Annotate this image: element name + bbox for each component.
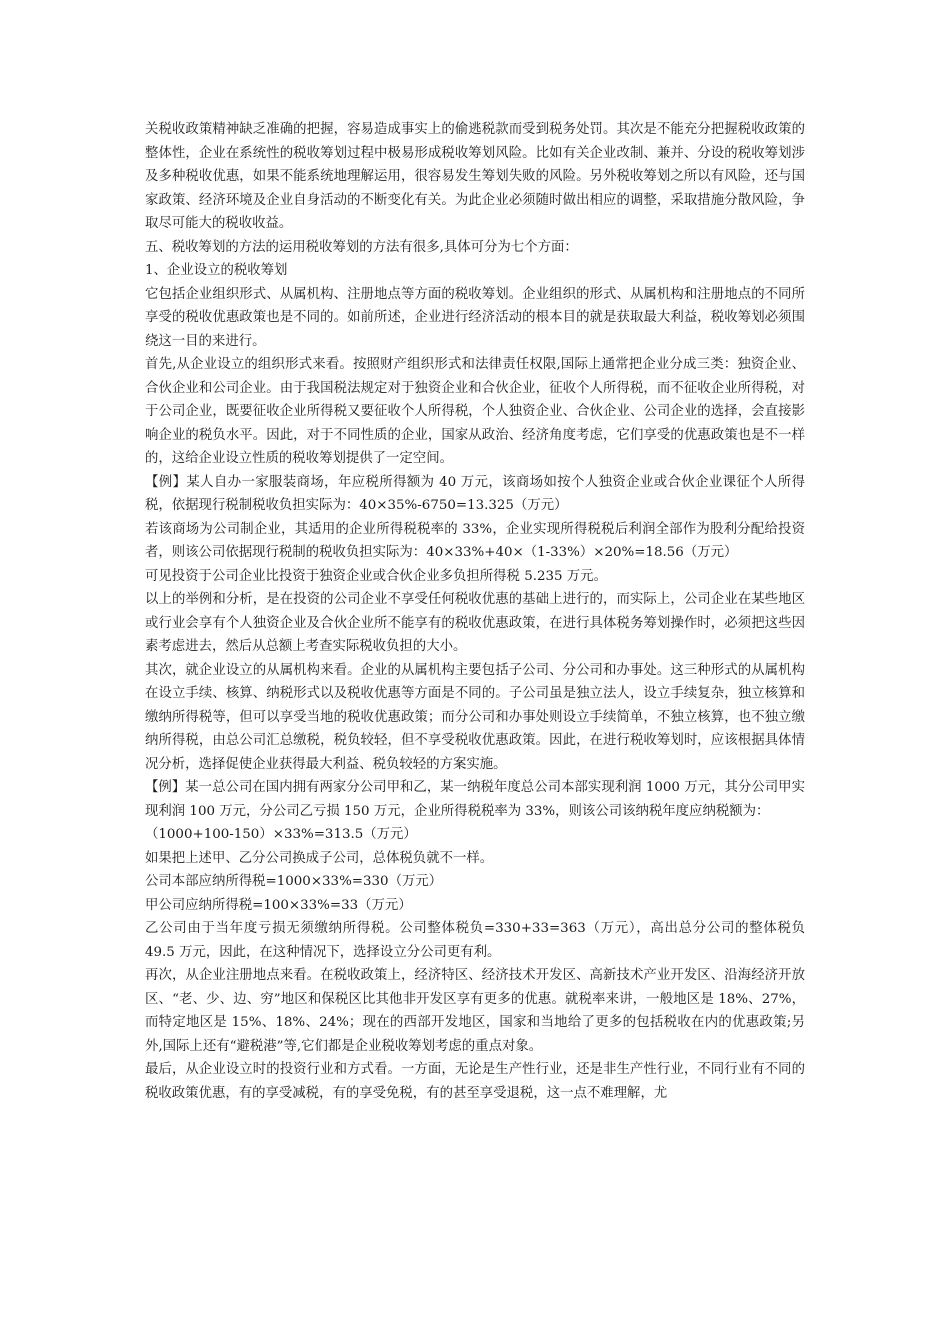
formula-branch-total: （1000+100-150）×33%=313.5（万元）	[145, 827, 417, 842]
formula-company-a-tax: 甲公司应纳所得税=100×33%=33（万元）	[145, 897, 412, 913]
paragraph-analysis-note: 以上的举例和分析，是在投资的公司企业不享受任何税收优惠的基础上进行的，而实际上，公司企业在某些地区或行业会享有个人独资企业及合伙企业所不能享有的税收优惠政策，在进行具体税务筹划操作时，必须把这些因素考虑进去，然后从总额上考查实际税收负担的大小。	[145, 592, 805, 654]
paragraph-example-clothing-store: 【例】某人自办一家服装商场，年应税所得额为 40 万元，该商场如按个人独资企业或合伙企业课征个人所得税，依据现行税制税收负担实际为：40×35%-6750=13.325（万元）	[145, 474, 805, 513]
formula-head-office-tax: 公司本部应纳所得税=1000×33%=330（万元）	[145, 874, 443, 889]
paragraph-investment-industry: 最后，从企业设立时的投资行业和方式看。一方面，无论是生产性行业，还是非生产性行业，不同行业有不同的税收政策优惠，有的享受减税，有的享受免税，有的甚至享受退税，这一点不难理解，尤	[145, 1062, 805, 1101]
document-page	[145, 118, 805, 1105]
paragraph-company-b-conclusion: 乙公司由于当年度亏损无须缴纳所得税。公司整体税负=330+33=363（万元），高出总分公司的整体税负 49.5 万元，因此，在这种情况下，选择设立分公司更有利。	[145, 921, 805, 960]
paragraph-tax-policy-risk: 关税收政策精神缺乏准确的把握，容易造成事实上的偷逃税款而受到税务处罚。其次是不能充分把握税收政策的整体性，企业在系统性的税收筹划过程中极易形成税收筹划风险。比如有关企业改制、兼并、分设的税收筹划涉及多种税收优惠，如果不能系统地理解运用，很容易发生筹划失败的风险。另外税收筹划之所以有风险，还与国家政策、经济环境及企业自身活动的不断变化有关。为此企业必须随时做出相应的调整，采取措施分散风险，争取尽可能大的税收收益。	[145, 122, 805, 231]
subsection-heading-enterprise-setup: 1、企业设立的税收筹划	[145, 263, 288, 278]
section-heading-methods: 五、税收筹划的方法的运用税收筹划的方法有很多,具体可分为七个方面：	[145, 239, 578, 255]
paragraph-registration-location: 再次，从企业注册地点来看。在税收政策上，经济特区、经济技术开发区、高新技术产业开发区、沿海经济开放区、“老、少、边、穷”地区和保税区比其他非开发区享有更多的优惠。就税率来讲，一般地区是 18%、27%，而特定地区是 15%、18%、24%；现在的西部开发地区，国家和当地给了更多的包括税收在内的优惠政策;另外,国际上还有“避税港”等,它们都是企业税收筹划考虑的重点对象。	[145, 968, 805, 1054]
paragraph-example-head-office: 【例】某一总公司在国内拥有两家分公司甲和乙，某一纳税年度总公司本部实现利润 1000 万元，其分公司甲实现利润 100 万元，分公司乙亏损 150 万元，企业所得税税率为 33%，则该公司该纳税年度应纳税额为：	[145, 780, 805, 819]
paragraph-subsidiary-branch: 其次，就企业设立的从属机构来看。企业的从属机构主要包括子公司、分公司和办事处。这三种形式的从属机构在设立手续、核算、纳税形式以及税收优惠等方面是不同的。子公司虽是独立法人，设立手续复杂，独立核算和缴纳所得税等，但可以享受当地的税收优惠政策；而分公司和办事处则设立手续简单，不独立核算，也不独立缴纳所得税，由总公司汇总缴税，税负较轻，但不享受税收优惠政策。因此，在进行税收筹划时，应该根据具体情况分析，选择促使企业获得最大利益、税负较轻的方案实施。	[145, 662, 805, 772]
paragraph-company-tax-calculation: 若该商场为公司制企业，其适用的企业所得税税率的 33%，企业实现所得税税后利润全部作为股利分配给投资者，则该公司依据现行税制的税收负担实际为：40×33%+40×（1-33%）×20%=18.56（万元）	[145, 521, 805, 560]
paragraph-subsidiary-switch: 如果把上述甲、乙分公司换成子公司，总体税负就不一样。	[145, 850, 494, 866]
paragraph-setup-overview: 它包括企业组织形式、从属机构、注册地点等方面的税收筹划。企业组织的形式、从属机构和注册地点的不同所享受的税收优惠政策也是不同的。如前所述，企业进行经济活动的根本目的就是获取最大利益，税收筹划必须围绕这一目的来进行。	[145, 286, 805, 349]
paragraph-comparison-result: 可见投资于公司企业比投资于独资企业或合伙企业多负担所得税 5.235 万元。	[145, 568, 607, 584]
paragraph-organization-form: 首先,从企业设立的组织形式来看。按照财产组织形式和法律责任权限,国际上通常把企业分成三类：独资企业、合伙企业和公司企业。由于我国税法规定对于独资企业和合伙企业，征收个人所得税，而不征收企业所得税，对于公司企业，既要征收企业所得税又要征收个人所得税，个人独资企业、合伙企业、公司企业的选择，会直接影响企业的税负水平。因此，对于不同性质的企业，国家从政治、经济角度考虑，它们享受的优惠政策也是不一样的，这给企业设立性质的税收筹划提供了一定空间。	[145, 357, 805, 466]
